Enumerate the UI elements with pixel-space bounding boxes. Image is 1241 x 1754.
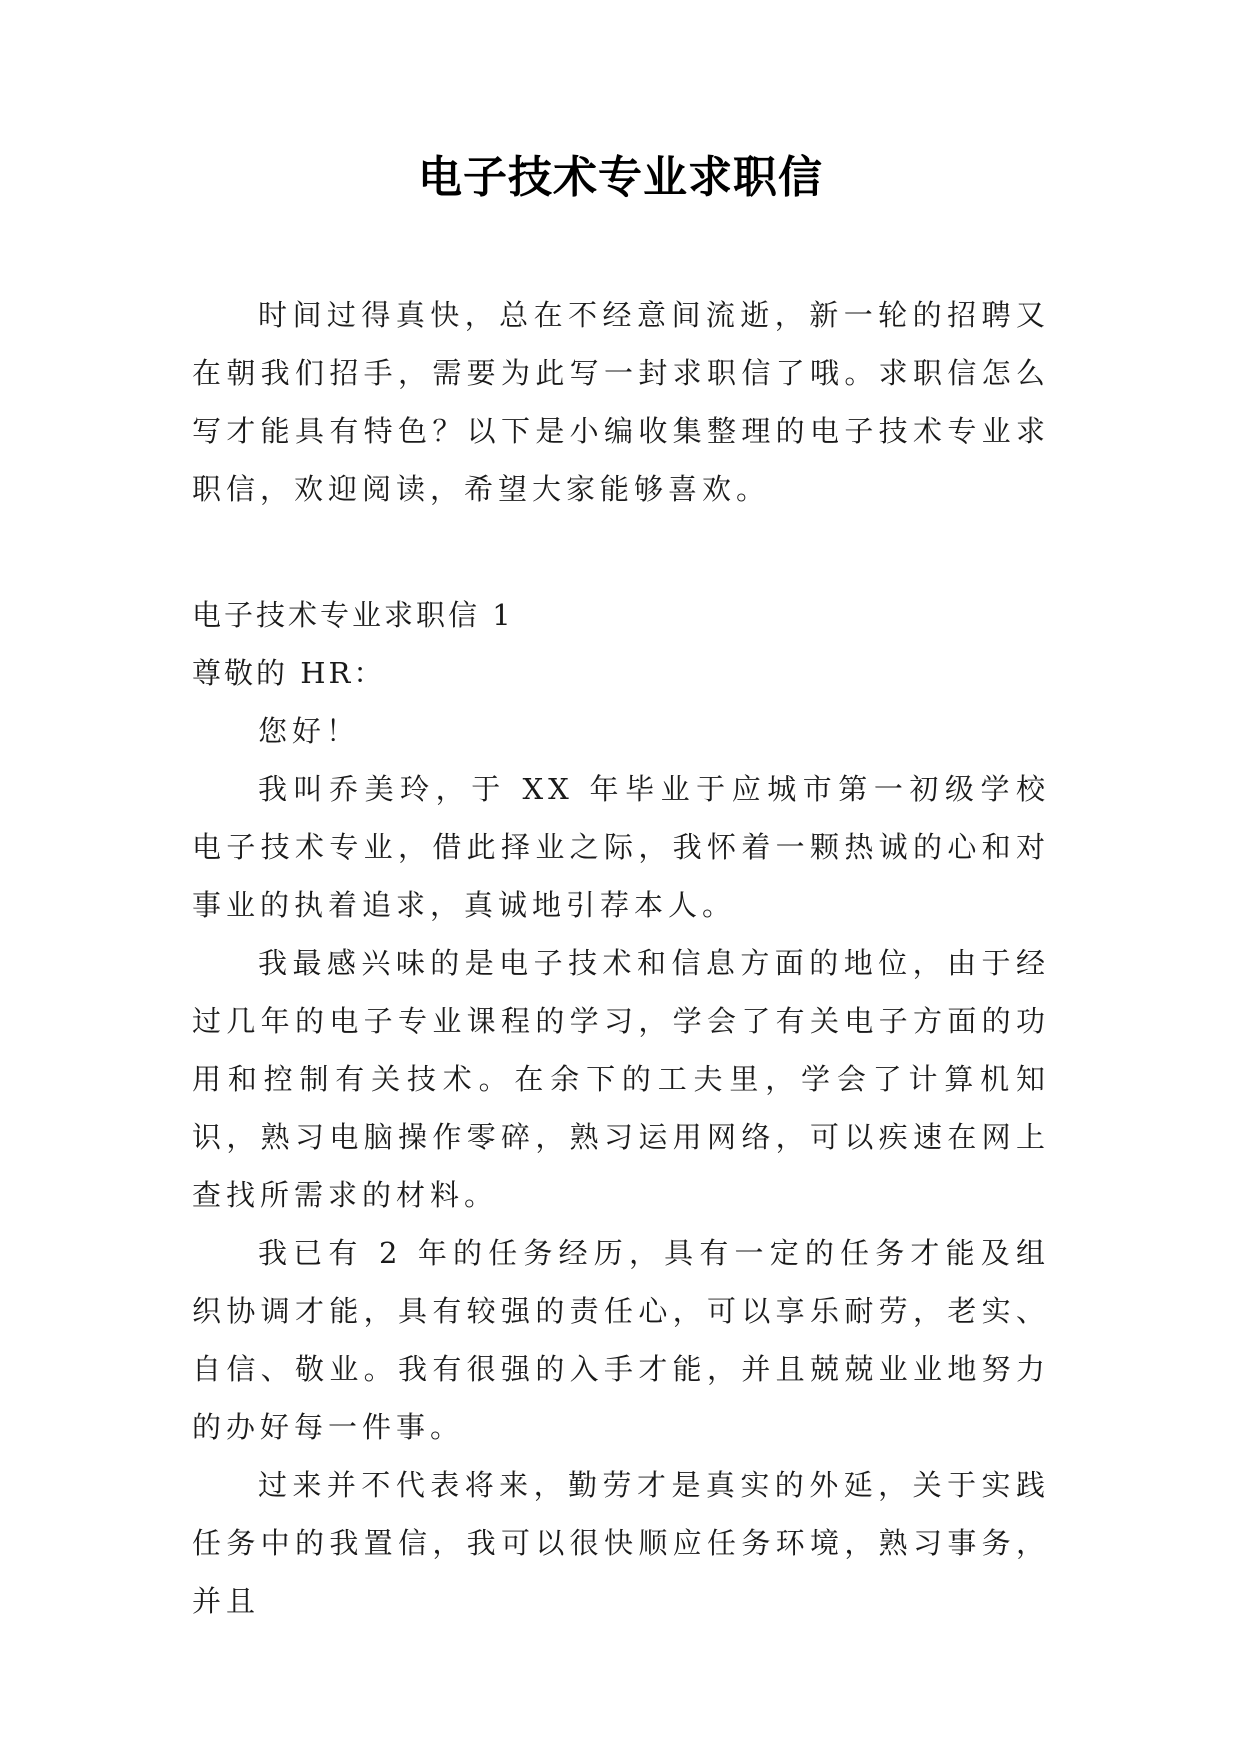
greeting: 您好！	[258, 714, 361, 748]
body-paragraph-4: 过来并不代表将来，勤劳才是真实的外延，关于实践任务中的我置信，我可以很快顺应任务环境，熟习事务，并且	[192, 1468, 1050, 1618]
salutation: 尊敬的 HR：	[192, 656, 386, 690]
section-heading: 电子技术专业求职信 1	[192, 598, 514, 632]
body-paragraph-2: 我最感兴味的是电子技术和信息方面的地位，由于经过几年的电子专业课程的学习，学会了有关电子方面的功用和控制有关技术。在余下的工夫里，学会了计算机知识，熟习电脑操作零碎，熟习运用网络，可以疾速在网上查找所需求的材料。	[192, 946, 1050, 1212]
intro-paragraph: 时间过得真快，总在不经意间流逝，新一轮的招聘又在朝我们招手，需要为此写一封求职信了哦。求职信怎么写才能具有特色？以下是小编收集整理的电子技术专业求职信，欢迎阅读，希望大家能够喜欢。	[192, 298, 1050, 506]
document-title: 电子技术专业求职信	[418, 152, 823, 203]
body-paragraph-1: 我叫乔美玲，于 XX 年毕业于应城市第一初级学校电子技术专业，借此择业之际，我怀着一颗热诚的心和对事业的执着追求，真诚地引荐本人。	[192, 772, 1050, 922]
body-paragraph-3: 我已有 2 年的任务经历，具有一定的任务才能及组织协调才能，具有较强的责任心，可以享乐耐劳，老实、自信、敬业。我有很强的入手才能，并且兢兢业业地努力的办好每一件事。	[192, 1236, 1050, 1444]
